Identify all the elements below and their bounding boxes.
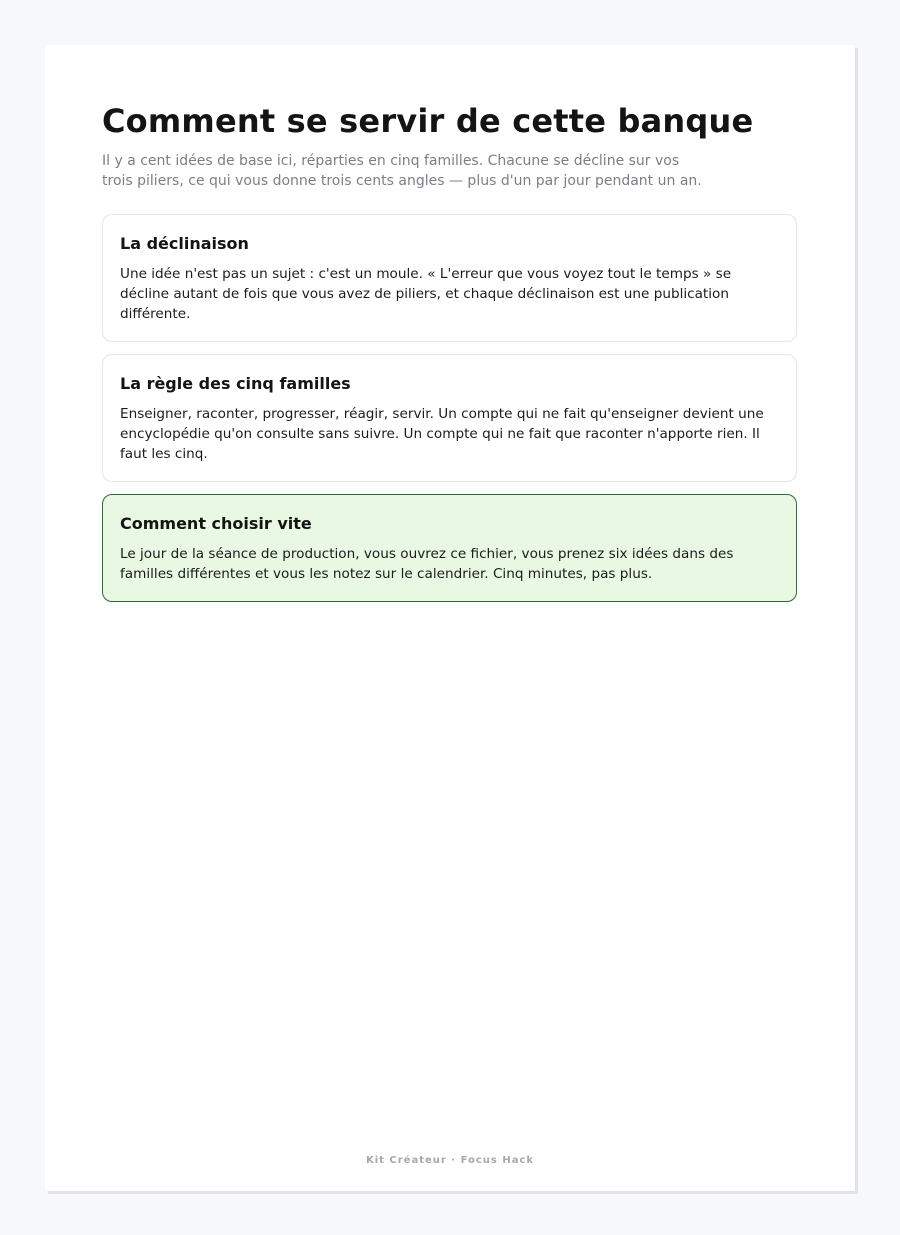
card-title: La déclinaison	[120, 234, 249, 253]
page-content	[102, 101, 797, 602]
page-subtitle: Il y a cent idées de base ici, réparties en cinq familles. Chacune se décline sur vos trois piliers, ce qui vous donne trois cents angles — plus d'un par jour pendant un an.	[102, 153, 702, 189]
card-title: Comment choisir vite	[120, 514, 312, 533]
document-page	[45, 45, 855, 1191]
card-title: La règle des cinq familles	[120, 374, 351, 393]
card-body: Une idée n'est pas un sujet : c'est un moule. « L'erreur que vous voyez tout le temps » se décline autant de fois que vous avez de piliers, et chaque déclinaison est une publication différente.	[120, 266, 732, 322]
card-choisir-vite	[102, 494, 797, 602]
page-footer: Kit Créateur · Focus Hack	[365, 1155, 535, 1166]
card-regle-cinq-familles	[102, 354, 797, 482]
card-declinaison	[102, 214, 797, 342]
card-body: Le jour de la séance de production, vous ouvrez ce fichier, vous prenez six idées dans des familles différentes et vous les notez sur le calendrier. Cinq minutes, pas plus.	[120, 546, 734, 582]
card-body: Enseigner, raconter, progresser, réagir, servir. Un compte qui ne fait qu'enseigner devient une encyclopédie qu'on consulte sans suivre. Un compte qui ne fait que raconter n'apporte rien. Il faut les cinq.	[120, 406, 764, 462]
page-title: Comment se servir de cette banque	[102, 102, 754, 140]
